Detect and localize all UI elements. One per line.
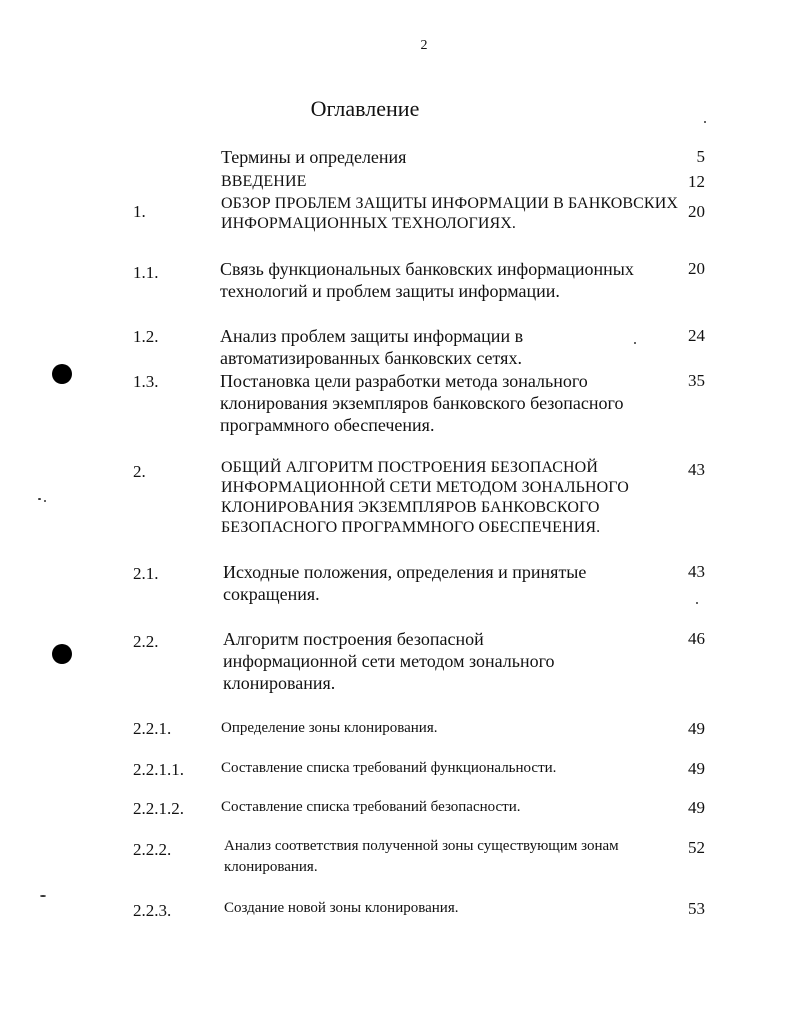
toc-entry-page: 43 bbox=[688, 460, 705, 479]
scan-speck bbox=[634, 342, 636, 344]
toc-entry-text: Исходные положения, определения и принятые сокращения. bbox=[223, 562, 587, 604]
toc-entry-number: 2.2.2. bbox=[133, 840, 172, 859]
toc-entry-text: ОБЗОР ПРОБЛЕМ ЗАЩИТЫ ИНФОРМАЦИИ В БАНКОВСКИХ ИНФОРМАЦИОННЫХ ТЕХНОЛОГИЯХ. bbox=[221, 195, 679, 232]
toc-entry-number: 2.1. bbox=[133, 564, 159, 583]
toc-entry-page: 49 bbox=[688, 759, 705, 778]
toc-entry-number: 2. bbox=[133, 462, 146, 481]
toc-entry-text: Составление списка требований безопасности. bbox=[221, 799, 521, 815]
toc-entry-page: 5 bbox=[696, 147, 705, 166]
toc-entry-number: 1. bbox=[133, 202, 146, 221]
toc-entry-number: 2.2. bbox=[133, 632, 159, 651]
toc-entry-page: 35 bbox=[688, 371, 705, 390]
punch-hole-top bbox=[52, 364, 72, 384]
toc-entry-number: 2.2.1.2. bbox=[133, 799, 184, 818]
toc-entry-number: 2.2.1. bbox=[133, 719, 172, 738]
toc-entry-number: 1.3. bbox=[133, 372, 159, 391]
toc-entry-page: 43 bbox=[688, 562, 705, 581]
scan-speck bbox=[696, 602, 698, 604]
toc-entry-page: 12 bbox=[688, 172, 705, 191]
toc-entry-number: 1.1. bbox=[133, 263, 159, 282]
toc-entry-text: Связь функциональных банковских информационных технологий и проблем защиты информации. bbox=[220, 259, 634, 301]
scan-speck bbox=[40, 895, 46, 897]
toc-entry-page: 46 bbox=[688, 629, 705, 648]
toc-entry-text: Анализ соответствия полученной зоны существующим зонам клонирования. bbox=[224, 838, 619, 875]
toc-entry-page: 24 bbox=[688, 326, 705, 345]
toc-entry-text: ОБЩИЙ АЛГОРИТМ ПОСТРОЕНИЯ БЕЗОПАСНОЙ ИНФОРМАЦИОННОЙ СЕТИ МЕТОДОМ ЗОНАЛЬНОГО КЛОНИРОВАНИЯ ЭКЗЕМПЛЯРОВ БАНКОВСКОГО БЕЗОПАСНОГО ПРОГРАММНОГО ОБЕСПЕЧЕНИЯ. bbox=[221, 459, 629, 536]
scan-speck bbox=[44, 500, 46, 502]
toc-entry-text: Алгоритм построения безопасной информационной сети методом зонального клонирования. bbox=[223, 629, 555, 693]
page-number: 2 bbox=[420, 38, 428, 53]
toc-entry-number: 2.2.3. bbox=[133, 901, 172, 920]
page-title: Оглавление bbox=[310, 96, 420, 121]
toc-entry-page: 49 bbox=[688, 719, 705, 738]
scan-speck bbox=[38, 498, 41, 500]
toc-entry-text: Постановка цели разработки метода зонального клонирования экземпляров банковского безопасного программного обеспечения. bbox=[220, 371, 624, 435]
toc-entry-text: Создание новой зоны клонирования. bbox=[224, 900, 459, 916]
toc-entry-text: Определение зоны клонирования. bbox=[221, 720, 438, 736]
toc-entry-text: Составление списка требований функциональности. bbox=[221, 760, 557, 776]
punch-hole-bottom bbox=[52, 644, 72, 664]
toc-entry-number: 1.2. bbox=[133, 327, 159, 346]
toc-entry-text: Анализ проблем защиты информации в автоматизированных банковских сетях. bbox=[220, 326, 524, 368]
toc-entry-text: Термины и определения bbox=[221, 147, 407, 167]
toc-entry-page: 49 bbox=[688, 798, 705, 817]
toc-entry-text: ВВЕДЕНИЕ bbox=[221, 173, 307, 190]
toc-entry-page: 20 bbox=[688, 202, 705, 221]
toc-entry-page: 53 bbox=[688, 899, 705, 918]
scan-speck bbox=[704, 121, 706, 123]
toc-entry-number: 2.2.1.1. bbox=[133, 760, 184, 779]
toc-entry-page: 20 bbox=[688, 259, 705, 278]
toc-entry-page: 52 bbox=[688, 838, 705, 857]
